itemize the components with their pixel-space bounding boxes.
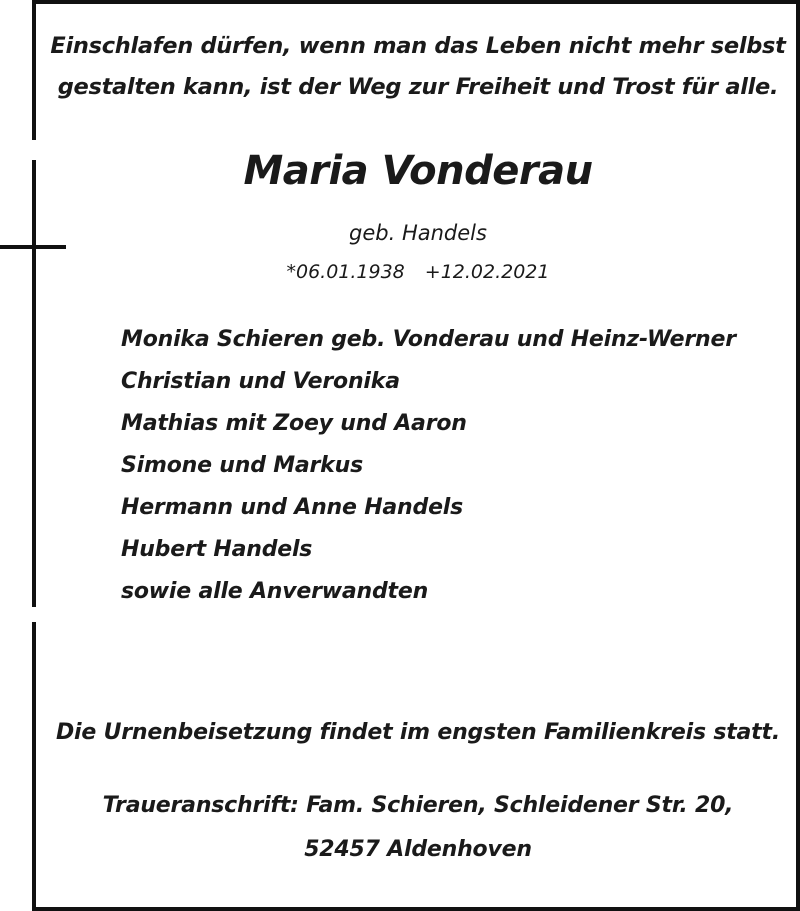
mourner-line: sowie alle Anverwandten (121, 579, 429, 604)
life-dates (36, 261, 800, 283)
mourner-line: Monika Schieren geb. Vonderau und Heinz-Werner (121, 327, 736, 352)
cross-icon (0, 245, 66, 249)
burial-notice: Die Urnenbeisetzung findet im engsten Familienkreis statt. (56, 720, 780, 745)
motto-line-1: Einschlafen dürfen, wenn man das Leben nicht mehr selbst (50, 33, 786, 59)
mourner-line: Hubert Handels (121, 537, 313, 562)
mourner-line: Christian und Veronika (121, 369, 400, 394)
death-date: +12.02.2021 (424, 261, 550, 283)
birth-date: *06.01.1938 (286, 261, 405, 283)
birth-name: geb. Handels (349, 221, 487, 245)
mourner-line: Mathias mit Zoey und Aaron (121, 411, 467, 436)
motto-line-2: gestalten kann, ist der Weg zur Freiheit und Trost für alle. (57, 74, 779, 100)
address-line-2: 52457 Aldenhoven (304, 837, 532, 862)
deceased-name: Maria Vonderau (243, 148, 593, 194)
address-line-1: Traueranschrift: Fam. Schieren, Schleidener Str. 20, (102, 793, 734, 818)
frame-top (32, 0, 800, 4)
mourner-line: Hermann und Anne Handels (121, 495, 464, 520)
frame-left-bottom (32, 622, 36, 911)
frame-right (796, 0, 800, 911)
frame-bottom (32, 907, 800, 911)
mourner-line: Simone und Markus (121, 453, 363, 478)
frame-left-top (32, 0, 36, 140)
